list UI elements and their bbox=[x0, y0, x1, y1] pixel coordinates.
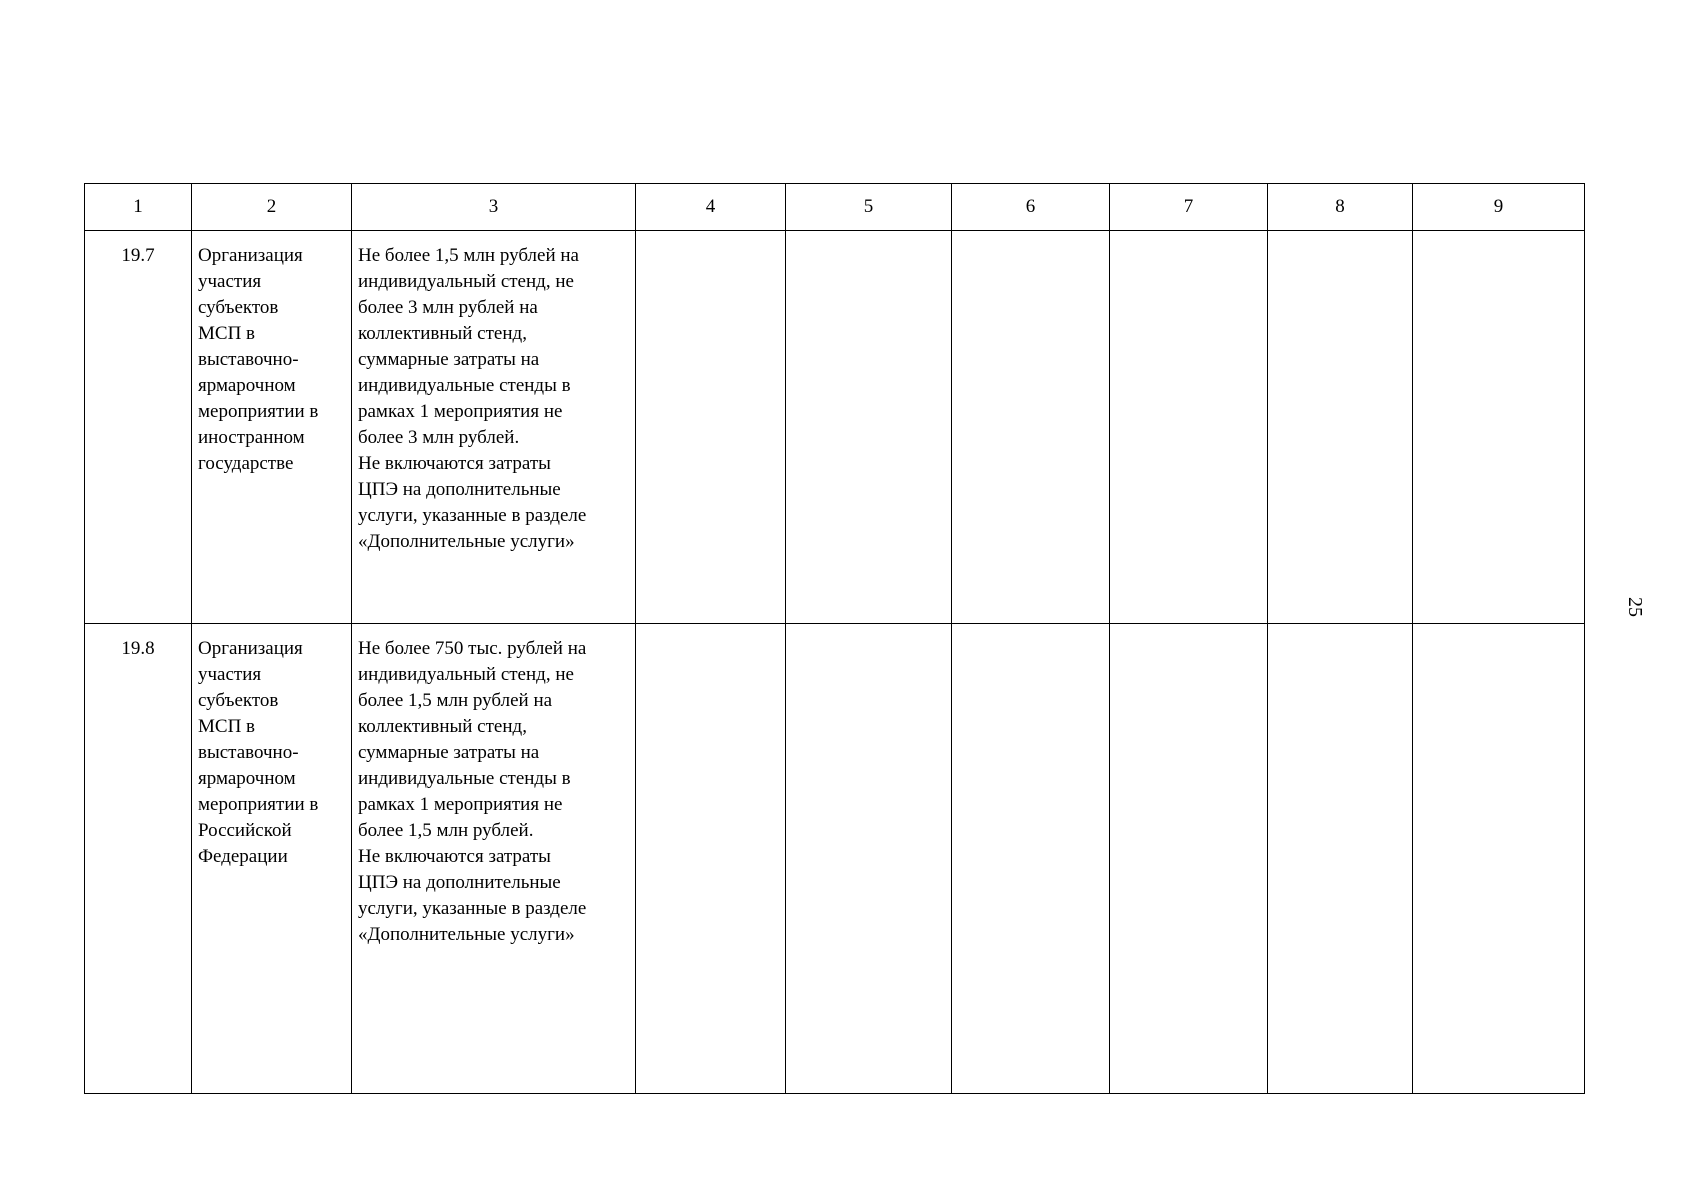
text-line: «Дополнительные услуги» bbox=[358, 924, 575, 945]
text-line: более 3 млн рублей на bbox=[358, 297, 538, 318]
empty-cell bbox=[786, 231, 952, 624]
text-line: Не более 1,5 млн рублей на bbox=[358, 245, 579, 266]
text-line: индивидуальный стенд, не bbox=[358, 664, 574, 685]
text-line: Федерации bbox=[198, 846, 288, 867]
text-line: индивидуальные стенды в bbox=[358, 768, 571, 789]
column-header-6: 6 bbox=[952, 184, 1110, 231]
cost-limit-cell bbox=[352, 231, 636, 624]
column-header-5: 5 bbox=[786, 184, 952, 231]
empty-cell bbox=[1110, 231, 1268, 624]
text-line: субъектов bbox=[198, 297, 279, 318]
text-line: Не более 750 тыс. рублей на bbox=[358, 638, 587, 659]
text-line: участия bbox=[198, 271, 262, 292]
table-row bbox=[85, 231, 1585, 624]
column-header-8: 8 bbox=[1268, 184, 1413, 231]
text-line: более 3 млн рублей. bbox=[358, 427, 520, 448]
text-line: ЦПЭ на дополнительные bbox=[358, 872, 561, 893]
column-header-2: 2 bbox=[192, 184, 352, 231]
empty-cell bbox=[1268, 231, 1413, 624]
text-line: индивидуальные стенды в bbox=[358, 375, 571, 396]
text-line: «Дополнительные услуги» bbox=[358, 531, 575, 552]
empty-cell bbox=[786, 624, 952, 1094]
data-table bbox=[84, 183, 1585, 1094]
empty-cell bbox=[952, 624, 1110, 1094]
text-line: государстве bbox=[198, 453, 294, 474]
text-line: более 1,5 млн рублей. bbox=[358, 820, 534, 841]
text-line: индивидуальный стенд, не bbox=[358, 271, 574, 292]
text-line: суммарные затраты на bbox=[358, 349, 540, 370]
empty-cell bbox=[952, 231, 1110, 624]
text-line: более 1,5 млн рублей на bbox=[358, 690, 553, 711]
page-number: 25 bbox=[1624, 597, 1646, 617]
activity-name-cell bbox=[192, 231, 352, 624]
text-line: выставочно- bbox=[198, 742, 299, 763]
text-line: Не включаются затраты bbox=[358, 453, 551, 474]
text-line: ярмарочном bbox=[198, 375, 296, 396]
column-header-3: 3 bbox=[352, 184, 636, 231]
row-number: 19.7 bbox=[85, 231, 192, 624]
column-header-1: 1 bbox=[85, 184, 192, 231]
text-line: мероприятии в bbox=[198, 401, 319, 422]
text-line: МСП в bbox=[198, 716, 256, 737]
cost-limit-cell bbox=[352, 624, 636, 1094]
text-line: МСП в bbox=[198, 323, 256, 344]
column-header-4: 4 bbox=[636, 184, 786, 231]
text-line: выставочно- bbox=[198, 349, 299, 370]
text-line: Не включаются затраты bbox=[358, 846, 551, 867]
text-line: коллективный стенд, bbox=[358, 323, 527, 344]
text-line: рамках 1 мероприятия не bbox=[358, 401, 563, 422]
empty-cell bbox=[1413, 624, 1585, 1094]
text-line: рамках 1 мероприятия не bbox=[358, 794, 563, 815]
text-line: суммарные затраты на bbox=[358, 742, 540, 763]
text-line: ЦПЭ на дополнительные bbox=[358, 479, 561, 500]
text-line: Организация bbox=[198, 638, 303, 659]
text-line: субъектов bbox=[198, 690, 279, 711]
empty-cell bbox=[1110, 624, 1268, 1094]
text-line: мероприятии в bbox=[198, 794, 319, 815]
text-line: участия bbox=[198, 664, 262, 685]
text-line: Российской bbox=[198, 820, 292, 841]
empty-cell bbox=[636, 231, 786, 624]
header-row bbox=[85, 184, 1585, 231]
empty-cell bbox=[1413, 231, 1585, 624]
column-header-9: 9 bbox=[1413, 184, 1585, 231]
activity-name-cell bbox=[192, 624, 352, 1094]
table-row bbox=[85, 624, 1585, 1094]
text-line: ярмарочном bbox=[198, 768, 296, 789]
row-number: 19.8 bbox=[85, 624, 192, 1094]
text-line: услуги, указанные в разделе bbox=[358, 898, 587, 919]
text-line: услуги, указанные в разделе bbox=[358, 505, 587, 526]
text-line: иностранном bbox=[198, 427, 305, 448]
empty-cell bbox=[636, 624, 786, 1094]
column-header-7: 7 bbox=[1110, 184, 1268, 231]
text-line: коллективный стенд, bbox=[358, 716, 527, 737]
text-line: Организация bbox=[198, 245, 303, 266]
empty-cell bbox=[1268, 624, 1413, 1094]
